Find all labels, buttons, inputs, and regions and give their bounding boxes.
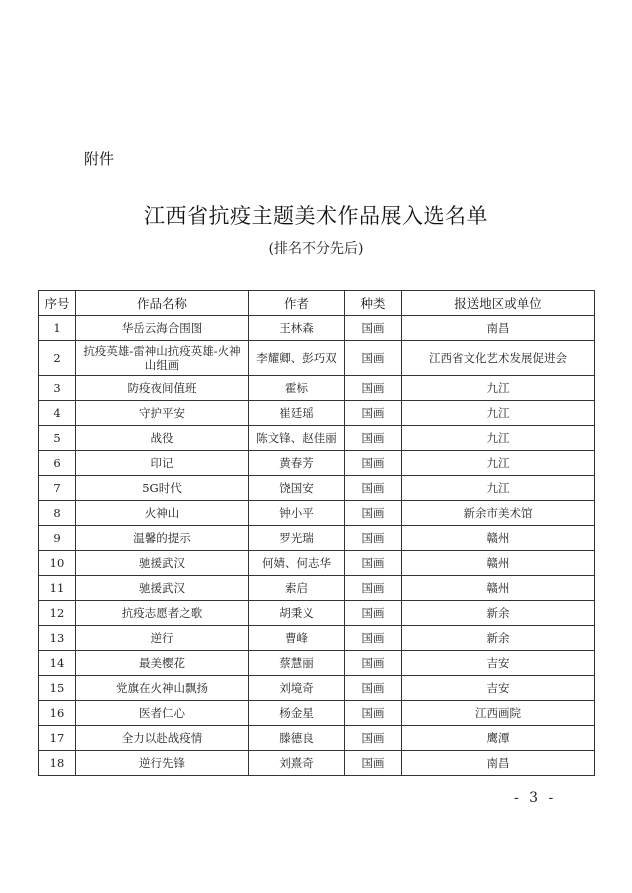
cell-work-title: 火神山 [76,501,249,526]
table-row [39,526,595,551]
table-row [39,376,595,401]
cell-work-title: 防疫夜间值班 [76,376,249,401]
table-row [39,551,595,576]
cell-submitting-unit: 赣州 [402,551,595,576]
cell-category: 国画 [345,751,402,776]
cell-submitting-unit: 吉安 [402,676,595,701]
table-body [39,316,595,776]
cell-work-title: 最美樱花 [76,651,249,676]
cell-submitting-unit: 九江 [402,426,595,451]
table-row [39,451,595,476]
cell-submitting-unit: 鹰潭 [402,726,595,751]
cell-work-title: 抗疫英雄-雷神山抗疫英雄-火神山组画 [76,341,249,376]
cell-work-title: 驰援武汉 [76,551,249,576]
header-row [39,291,595,316]
cell-index: 9 [39,526,76,551]
table-row [39,651,595,676]
table-row [39,316,595,341]
cell-category: 国画 [345,451,402,476]
cell-author: 陈文锋、赵佳丽 [249,426,345,451]
cell-submitting-unit: 江西画院 [402,701,595,726]
cell-author: 滕德良 [249,726,345,751]
cell-category: 国画 [345,401,402,426]
cell-index: 12 [39,601,76,626]
cell-work-title: 逆行 [76,626,249,651]
header-author: 作者 [249,291,345,316]
selection-list-table [38,290,595,776]
cell-index: 7 [39,476,76,501]
cell-category: 国画 [345,626,402,651]
cell-author: 曹峰 [249,626,345,651]
cell-submitting-unit: 赣州 [402,526,595,551]
cell-author: 蔡慧丽 [249,651,345,676]
cell-index: 2 [39,341,76,376]
cell-author: 李耀卿、彭巧双 [249,341,345,376]
cell-work-title: 5G时代 [76,476,249,501]
page-number: - 3 - [514,790,557,806]
cell-submitting-unit: 南昌 [402,751,595,776]
cell-work-title: 抗疫志愿者之歌 [76,601,249,626]
cell-submitting-unit: 九江 [402,451,595,476]
table-row [39,341,595,376]
cell-index: 13 [39,626,76,651]
cell-index: 16 [39,701,76,726]
cell-author: 何婧、何志华 [249,551,345,576]
cell-category: 国画 [345,376,402,401]
cell-author: 索启 [249,576,345,601]
cell-work-title: 温馨的提示 [76,526,249,551]
cell-category: 国画 [345,426,402,451]
table-row [39,726,595,751]
attachment-label: 附件 [84,150,115,168]
cell-index: 1 [39,316,76,341]
cell-category: 国画 [345,316,402,341]
table-row [39,626,595,651]
cell-category: 国画 [345,341,402,376]
cell-index: 17 [39,726,76,751]
cell-work-title: 医者仁心 [76,701,249,726]
cell-category: 国画 [345,551,402,576]
table-row [39,701,595,726]
cell-category: 国画 [345,476,402,501]
cell-index: 11 [39,576,76,601]
cell-index: 5 [39,426,76,451]
cell-index: 10 [39,551,76,576]
cell-author: 罗光瑞 [249,526,345,551]
cell-author: 刘熹奇 [249,751,345,776]
document-subtitle: (排名不分先后) [268,241,364,257]
cell-index: 6 [39,451,76,476]
cell-submitting-unit: 九江 [402,401,595,426]
table-row [39,751,595,776]
cell-author: 崔廷瑶 [249,401,345,426]
cell-work-title: 全力以赴战疫情 [76,726,249,751]
table-row [39,501,595,526]
cell-index: 4 [39,401,76,426]
cell-work-title: 战役 [76,426,249,451]
cell-category: 国画 [345,676,402,701]
cell-submitting-unit: 吉安 [402,651,595,676]
table-row [39,601,595,626]
cell-index: 3 [39,376,76,401]
table-row [39,426,595,451]
cell-category: 国画 [345,701,402,726]
cell-index: 14 [39,651,76,676]
cell-work-title: 驰援武汉 [76,576,249,601]
cell-submitting-unit: 赣州 [402,576,595,601]
cell-author: 钟小平 [249,501,345,526]
cell-author: 黄春芳 [249,451,345,476]
cell-author: 胡秉义 [249,601,345,626]
cell-author: 杨金星 [249,701,345,726]
header-category: 种类 [345,291,402,316]
cell-submitting-unit: 九江 [402,376,595,401]
cell-work-title: 党旗在火神山飘扬 [76,676,249,701]
table-row [39,401,595,426]
cell-submitting-unit: 南昌 [402,316,595,341]
cell-category: 国画 [345,651,402,676]
cell-author: 王林森 [249,316,345,341]
cell-work-title: 逆行先锋 [76,751,249,776]
cell-submitting-unit: 新余 [402,626,595,651]
table-row [39,476,595,501]
cell-category: 国画 [345,501,402,526]
header-submitting-unit: 报送地区或单位 [402,291,595,316]
cell-submitting-unit: 江西省文化艺术发展促进会 [402,341,595,376]
cell-category: 国画 [345,601,402,626]
table-row [39,576,595,601]
cell-category: 国画 [345,576,402,601]
table-row [39,676,595,701]
cell-index: 15 [39,676,76,701]
cell-submitting-unit: 新余 [402,601,595,626]
cell-category: 国画 [345,526,402,551]
cell-author: 饶国安 [249,476,345,501]
cell-submitting-unit: 新余市美术馆 [402,501,595,526]
cell-index: 8 [39,501,76,526]
cell-index: 18 [39,751,76,776]
cell-work-title: 印记 [76,451,249,476]
header-work-title: 作品名称 [76,291,249,316]
cell-submitting-unit: 九江 [402,476,595,501]
document-title: 江西省抗疫主题美术作品展入选名单 [144,204,488,228]
cell-author: 刘境奇 [249,676,345,701]
header-index: 序号 [39,291,76,316]
cell-work-title: 华岳云海合围图 [76,316,249,341]
cell-category: 国画 [345,726,402,751]
table-header [39,291,595,316]
cell-work-title: 守护平安 [76,401,249,426]
cell-author: 霍标 [249,376,345,401]
